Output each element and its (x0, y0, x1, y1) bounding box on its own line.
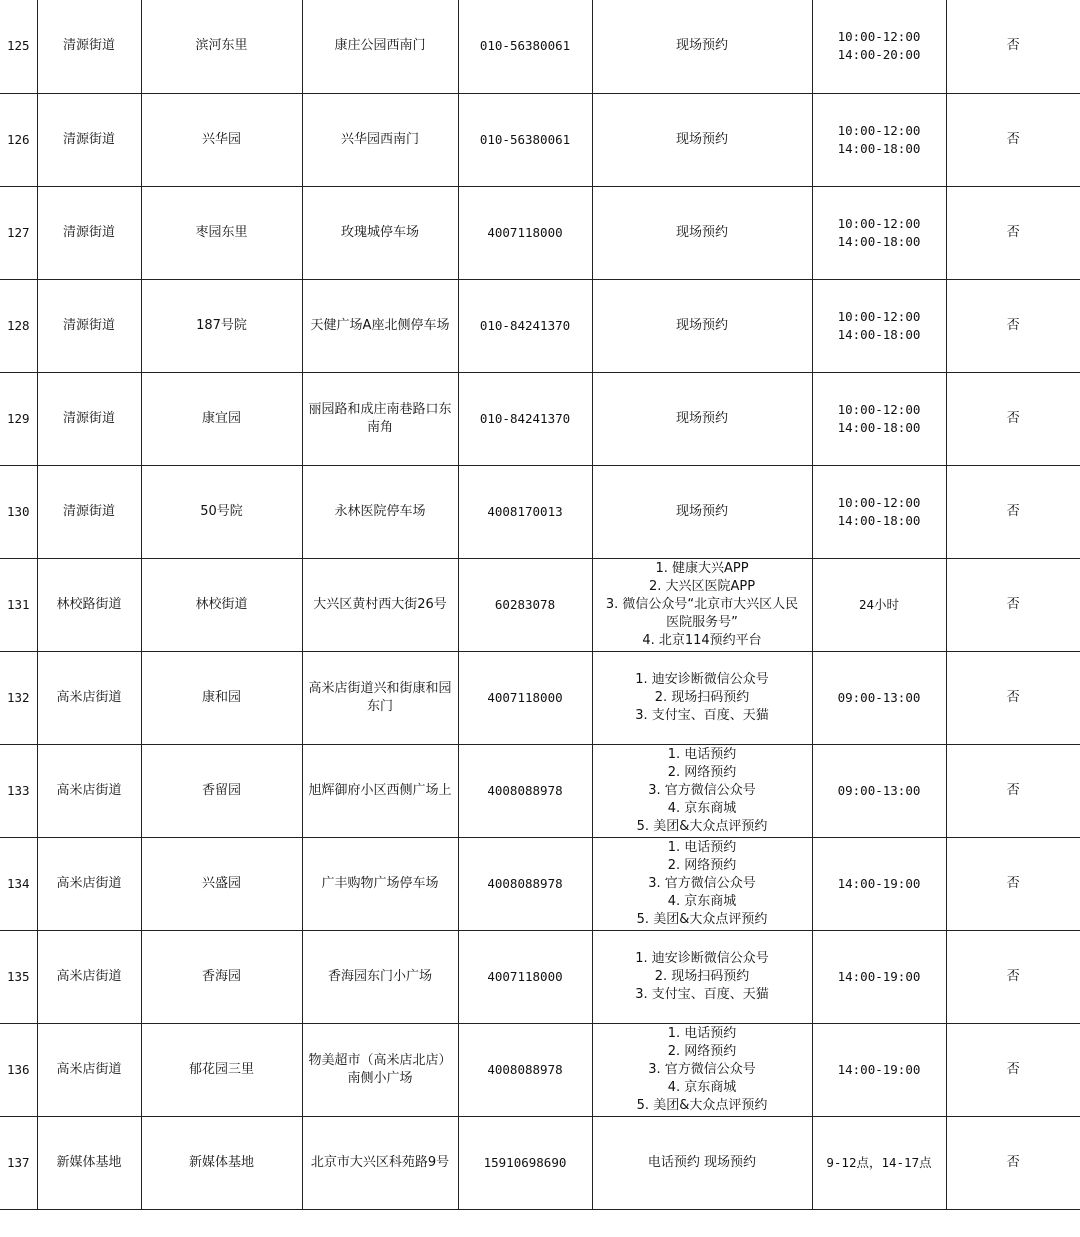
booking-method-line: 2. 网络预约 (667, 857, 737, 873)
booking-method-line: 4. 北京114预约平台 (642, 632, 762, 648)
location-cell: 旭辉御府小区西侧广场上 (302, 744, 458, 837)
booking-method-line: 1. 电话预约 (667, 839, 737, 855)
service-hours-line: 10:00-12:00 (837, 494, 921, 510)
booking-method-line: 3. 官方微信公众号 (648, 782, 756, 798)
phone-cell: 010-84241370 (458, 372, 592, 465)
street-cell: 新媒体基地 (37, 1116, 141, 1209)
service-hours-cell (812, 1023, 946, 1116)
street-cell: 高米店街道 (37, 837, 141, 930)
community-cell: 滨河东里 (141, 0, 302, 93)
flag-cell: 否 (946, 372, 1080, 465)
table-row (0, 744, 1080, 837)
table-row (0, 93, 1080, 186)
phone-cell: 15910698690 (458, 1116, 592, 1209)
service-hours-line: 09:00-13:00 (837, 689, 921, 705)
table-row (0, 930, 1080, 1023)
phone-cell: 4008088978 (458, 837, 592, 930)
booking-method-line: 现场预约 (675, 224, 728, 240)
flag-cell: 否 (946, 558, 1080, 651)
booking-method-line: 4. 京东商城 (667, 800, 737, 816)
booking-method-cell (592, 930, 812, 1023)
table-row (0, 558, 1080, 651)
street-cell: 清源街道 (37, 186, 141, 279)
row-number-cell: 130 (0, 465, 37, 558)
flag-cell: 否 (946, 186, 1080, 279)
flag-cell: 否 (946, 930, 1080, 1023)
location-cell: 北京市大兴区科苑路9号 (302, 1116, 458, 1209)
community-cell: 康和园 (141, 651, 302, 744)
service-hours-cell (812, 372, 946, 465)
community-cell: 新媒体基地 (141, 1116, 302, 1209)
service-hours-cell (812, 0, 946, 93)
community-cell: 兴盛园 (141, 837, 302, 930)
booking-method-line: 1. 迪安诊断微信公众号 (635, 950, 769, 966)
street-cell: 高米店街道 (37, 744, 141, 837)
service-hours-line: 14:00-18:00 (837, 512, 921, 528)
row-number-cell: 132 (0, 651, 37, 744)
community-cell: 香海园 (141, 930, 302, 1023)
flag-cell: 否 (946, 93, 1080, 186)
booking-method-line: 1. 电话预约 (667, 1025, 737, 1041)
phone-cell: 4007118000 (458, 651, 592, 744)
booking-method-line: 2. 现场扫码预约 (654, 689, 750, 705)
service-hours-line: 10:00-12:00 (837, 122, 921, 138)
booking-method-line: 现场预约 (675, 38, 728, 54)
phone-cell: 4007118000 (458, 186, 592, 279)
community-cell: 林校街道 (141, 558, 302, 651)
street-cell: 清源街道 (37, 93, 141, 186)
location-cell: 玫瑰城停车场 (302, 186, 458, 279)
booking-method-line: 5. 美团&大众点评预约 (636, 818, 768, 834)
street-cell: 清源街道 (37, 0, 141, 93)
service-hours-line: 14:00-19:00 (837, 1061, 921, 1077)
phone-cell: 010-56380061 (458, 0, 592, 93)
table-row (0, 186, 1080, 279)
location-cell: 香海园东门小广场 (302, 930, 458, 1023)
table-row (0, 0, 1080, 93)
service-hours-line: 10:00-12:00 (837, 401, 921, 417)
service-hours-cell (812, 744, 946, 837)
booking-method-line: 现场预约 (675, 131, 728, 147)
street-cell: 高米店街道 (37, 930, 141, 1023)
booking-method-cell (592, 1023, 812, 1116)
service-hours-line: 14:00-18:00 (837, 140, 921, 156)
community-cell: 187号院 (141, 279, 302, 372)
service-hours-line: 10:00-12:00 (837, 308, 921, 324)
flag-cell: 否 (946, 744, 1080, 837)
flag-cell: 否 (946, 279, 1080, 372)
service-hours-line: 14:00-20:00 (837, 47, 921, 63)
table-row (0, 1116, 1080, 1209)
row-number-cell: 137 (0, 1116, 37, 1209)
location-cell: 兴华园西南门 (302, 93, 458, 186)
service-hours-cell (812, 279, 946, 372)
street-cell: 高米店街道 (37, 651, 141, 744)
location-cell: 广丰购物广场停车场 (302, 837, 458, 930)
booking-method-cell (592, 0, 812, 93)
booking-method-line: 3. 支付宝、百度、天猫 (635, 986, 769, 1002)
booking-method-cell (592, 837, 812, 930)
phone-cell: 60283078 (458, 558, 592, 651)
location-cell: 大兴区黄村西大街26号 (302, 558, 458, 651)
booking-method-line: 2. 大兴区医院APP (648, 578, 756, 594)
booking-method-line: 2. 网络预约 (667, 764, 737, 780)
booking-method-line: 3. 官方微信公众号 (648, 1061, 756, 1077)
booking-method-line: 2. 网络预约 (667, 1043, 737, 1059)
location-cell: 康庄公园西南门 (302, 0, 458, 93)
booking-method-line: 现场预约 (675, 410, 728, 426)
booking-method-line: 3. 官方微信公众号 (648, 875, 756, 891)
community-cell: 香留园 (141, 744, 302, 837)
street-cell: 高米店街道 (37, 1023, 141, 1116)
table-row (0, 837, 1080, 930)
service-hours-line: 14:00-18:00 (837, 419, 921, 435)
street-cell: 清源街道 (37, 372, 141, 465)
flag-cell: 否 (946, 651, 1080, 744)
service-hours-line: 14:00-19:00 (837, 875, 921, 891)
service-hours-cell (812, 558, 946, 651)
booking-method-line: 3. 微信公众号“北京市大兴区人民 (605, 596, 799, 612)
table-row (0, 465, 1080, 558)
phone-cell: 4008088978 (458, 1023, 592, 1116)
service-hours-line: 10:00-12:00 (837, 29, 921, 45)
booking-method-line: 1. 健康大兴APP (655, 560, 749, 576)
flag-cell: 否 (946, 1023, 1080, 1116)
phone-cell: 4008088978 (458, 744, 592, 837)
booking-method-line: 4. 京东商城 (667, 893, 737, 909)
row-number-cell: 135 (0, 930, 37, 1023)
booking-method-cell (592, 744, 812, 837)
booking-method-line: 医院服务号” (666, 614, 738, 630)
street-cell: 清源街道 (37, 279, 141, 372)
location-cell: 高米店街道兴和街康和园东门 (302, 651, 458, 744)
table-row (0, 372, 1080, 465)
row-number-cell: 133 (0, 744, 37, 837)
booking-method-cell (592, 279, 812, 372)
service-hours-cell (812, 186, 946, 279)
booking-method-line: 现场预约 (675, 317, 728, 333)
service-hours-line: 10:00-12:00 (837, 215, 921, 231)
flag-cell: 否 (946, 837, 1080, 930)
booking-method-line: 现场预约 (675, 503, 728, 519)
table-row (0, 651, 1080, 744)
booking-method-cell (592, 558, 812, 651)
flag-cell: 否 (946, 465, 1080, 558)
service-hours-line: 14:00-18:00 (837, 326, 921, 342)
service-hours-cell (812, 651, 946, 744)
row-number-cell: 134 (0, 837, 37, 930)
row-number-cell: 127 (0, 186, 37, 279)
table-row (0, 279, 1080, 372)
phone-cell: 4008170013 (458, 465, 592, 558)
service-hours-cell (812, 1116, 946, 1209)
booking-method-cell (592, 93, 812, 186)
service-hours-line: 9-12点，14-17点 (826, 1154, 932, 1170)
community-cell: 枣园东里 (141, 186, 302, 279)
location-cell: 物美超市（高米店北店）南侧小广场 (302, 1023, 458, 1116)
booking-method-cell (592, 651, 812, 744)
flag-cell: 否 (946, 1116, 1080, 1209)
row-number-cell: 128 (0, 279, 37, 372)
community-cell: 郁花园三里 (141, 1023, 302, 1116)
booking-method-cell (592, 372, 812, 465)
service-hours-line: 14:00-18:00 (837, 233, 921, 249)
booking-method-line: 1. 电话预约 (667, 746, 737, 762)
location-cell: 天健广场A座北侧停车场 (302, 279, 458, 372)
service-hours-cell (812, 930, 946, 1023)
service-hours-cell (812, 837, 946, 930)
booking-method-line: 4. 京东商城 (667, 1079, 737, 1095)
location-cell: 永林医院停车场 (302, 465, 458, 558)
booking-method-line: 3. 支付宝、百度、天猫 (635, 707, 769, 723)
booking-method-cell (592, 186, 812, 279)
community-cell: 康宜园 (141, 372, 302, 465)
street-cell: 林校路街道 (37, 558, 141, 651)
community-cell: 50号院 (141, 465, 302, 558)
row-number-cell: 131 (0, 558, 37, 651)
booking-method-line: 1. 迪安诊断微信公众号 (635, 671, 769, 687)
phone-cell: 4007118000 (458, 930, 592, 1023)
booking-method-line: 5. 美团&大众点评预约 (636, 1097, 768, 1113)
row-number-cell: 125 (0, 0, 37, 93)
row-number-cell: 126 (0, 93, 37, 186)
table-row (0, 1023, 1080, 1116)
service-hours-line: 09:00-13:00 (837, 782, 921, 798)
service-hours-line: 24小时 (858, 596, 900, 612)
booking-method-line: 5. 美团&大众点评预约 (636, 911, 768, 927)
community-cell: 兴华园 (141, 93, 302, 186)
street-cell: 清源街道 (37, 465, 141, 558)
service-hours-cell (812, 93, 946, 186)
booking-method-line: 2. 现场扫码预约 (654, 968, 750, 984)
row-number-cell: 129 (0, 372, 37, 465)
service-hours-line: 14:00-19:00 (837, 968, 921, 984)
row-number-cell: 136 (0, 1023, 37, 1116)
booking-method-line: 电话预约 现场预约 (647, 1154, 757, 1170)
service-hours-cell (812, 465, 946, 558)
location-cell: 丽园路和成庄南巷路口东南角 (302, 372, 458, 465)
flag-cell: 否 (946, 0, 1080, 93)
phone-cell: 010-56380061 (458, 93, 592, 186)
phone-cell: 010-84241370 (458, 279, 592, 372)
booking-method-cell (592, 1116, 812, 1209)
booking-method-cell (592, 465, 812, 558)
